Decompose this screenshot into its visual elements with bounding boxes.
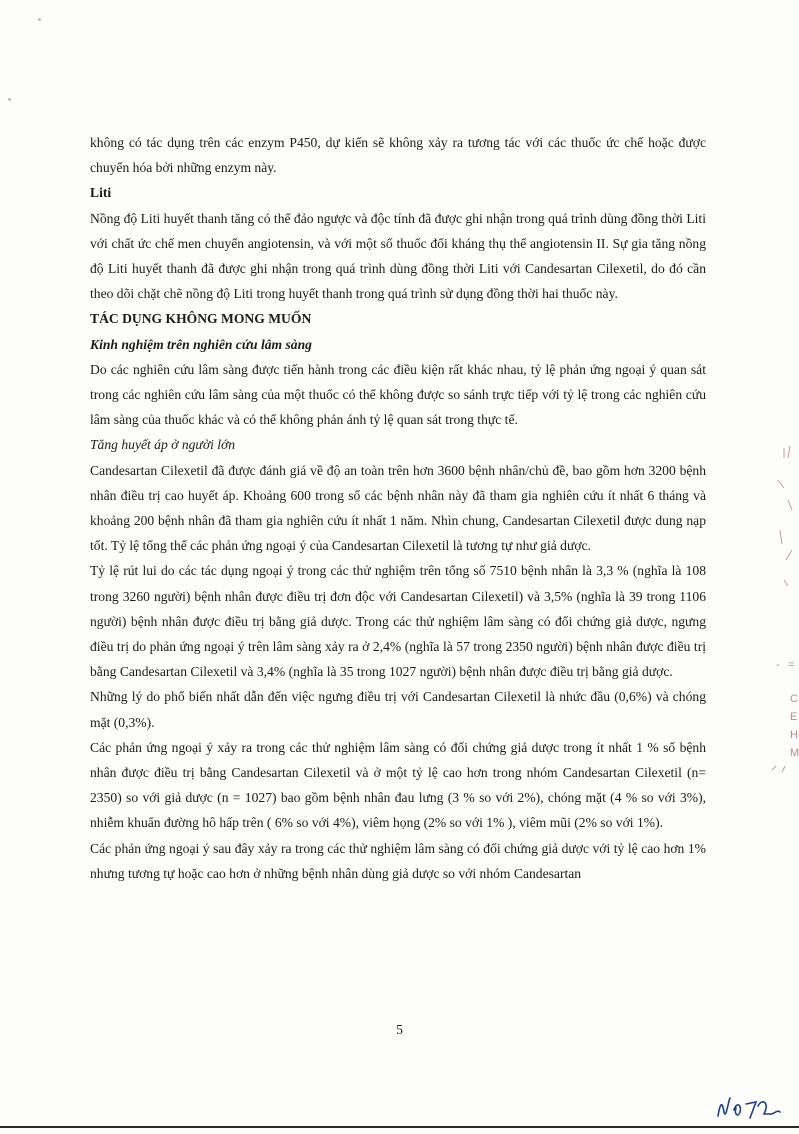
svg-text:C: C (790, 693, 798, 705)
paragraph: không có tác dụng trên các enzym P450, dự kiến sẽ không xảy ra tương tác với các thuốc ức chế hoặc được chuyển hóa bởi những enzym này. (90, 135, 706, 176)
paragraph: Do các nghiên cứu lâm sàng được tiến hành trong các điều kiện rất khác nhau, tỷ lệ phản ứng ngoại ý quan sát trong các nghiên cứu lâm sàng của một thuốc có thể không được so sánh trực tiếp với tỷ lệ trong các nghiên cứu lâm sàng của thuốc khác và có thể không phản ánh tỷ lệ quan sát trong thực tế. (90, 361, 706, 428)
page-number: 5 (396, 1022, 403, 1037)
stamp-fragment (770, 440, 799, 780)
paragraph: Tỷ lệ rút lui do các tác dụng ngoại ý trong các thử nghiệm trên tổng số 7510 bệnh nhân là 3,3 % (nghĩa là 108 trong 3260 người) bệnh nhân được điều trị đơn độc với Candesartan Cilexetil) và 3,5% (nghĩa là 39 trong 1106 người) bệnh nhân được điều trị bằng giả dược. Trong các thử nghiệm lâm sàng có đối chứng giả dược, ngưng điều trị do phản ứng ngoại ý trên lâm sàng xảy ra ở 2,4% (nghĩa là 57 trong 2350 người) bệnh nhân được điều trị bằng Candesartan Cilexetil và 3,4% (nghĩa là 35 trong 1027 người) bệnh nhân được điều trị bằng giả dược. (90, 563, 706, 680)
svg-text:-: - (776, 659, 780, 671)
svg-text:E: E (790, 711, 798, 723)
section-heading: Tăng huyết áp ở người lớn (90, 437, 236, 453)
svg-text:M: M (790, 747, 799, 759)
section-heading: Liti (90, 185, 112, 201)
paragraph: Các phản ứng ngoại ý xảy ra trong các thử nghiệm lâm sàng có đối chứng giả dược trong ít nhất 1 % số bệnh nhân được điều trị bằng Candesartan Cilexetil và ở một tỷ lệ cao hơn trong nhóm Candesartan Cilexetil (n= 2350) so với giả dược (n = 1027) bao gồm bệnh nhân đau lưng (3 % so với 2%), chóng mặt (4 % so với 3%), nhiễm khuẩn đường hô hấp trên ( 6% so với 4%), viêm họng (2% so với 1% ), viêm mũi (2% so với 1%). (90, 739, 706, 831)
svg-text:=: = (788, 659, 795, 671)
paragraph: Các phản ứng ngoại ý sau đây xảy ra trong các thử nghiệm lâm sàng có đối chứng giả dược với tỷ lệ cao hơn 1% nhưng tương tự hoặc cao hơn ở những bệnh nhân dùng giả dược so với nhóm Candesartan (90, 840, 706, 881)
paragraph: Nồng độ Liti huyết thanh tăng có thể đảo ngược và độc tính đã được ghi nhận trong quá trình dùng đồng thời Liti với chất ức chế men chuyển angiotensin, và với một số thuốc đối kháng thụ thể angiotensin II. Sự gia tăng nồng độ Liti huyết thanh đã được ghi nhận trong quá trình dùng đồng thời Liti với Candesartan Cilexetil, do đó cần theo dõi chặt chẽ nồng độ Liti trong huyết thanh trong quá trình sử dụng đồng thời hai thuốc này. (90, 210, 706, 302)
svg-text:H: H (790, 729, 798, 741)
bottom-rule (0, 1126, 799, 1128)
paragraph: Những lý do phổ biến nhất dẫn đến việc ngưng điều trị với Candesartan Cilexetil là nhức đầu (0,6%) và chóng mặt (0,3%). (90, 689, 706, 730)
page-body (90, 130, 706, 886)
section-heading: Kinh nghiệm trên nghiên cứu lâm sàng (90, 336, 312, 352)
paragraph: Candesartan Cilexetil đã được đánh giá về độ an toàn trên hơn 3600 bệnh nhân/chủ đề, bao gồm hơn 3200 bệnh nhân điều trị cao huyết áp. Khoảng 600 trong số các bệnh nhân này đã tham gia nghiên cứu ít nhất 6 tháng và khoảng 200 bệnh nhân đã tham gia nghiên cứu ít nhất 1 năm. Nhìn chung, Candesartan Cilexetil được dung nạp tốt. Tỷ lệ tổng thể các phản ứng ngoại ý của Candesartan Cilexetil là tương tự như giả dược. (90, 462, 706, 554)
scan-speck (8, 98, 11, 101)
scan-speck (38, 18, 41, 21)
handwritten-note (714, 1092, 784, 1122)
section-heading: TÁC DỤNG KHÔNG MONG MUỐN (90, 311, 312, 327)
